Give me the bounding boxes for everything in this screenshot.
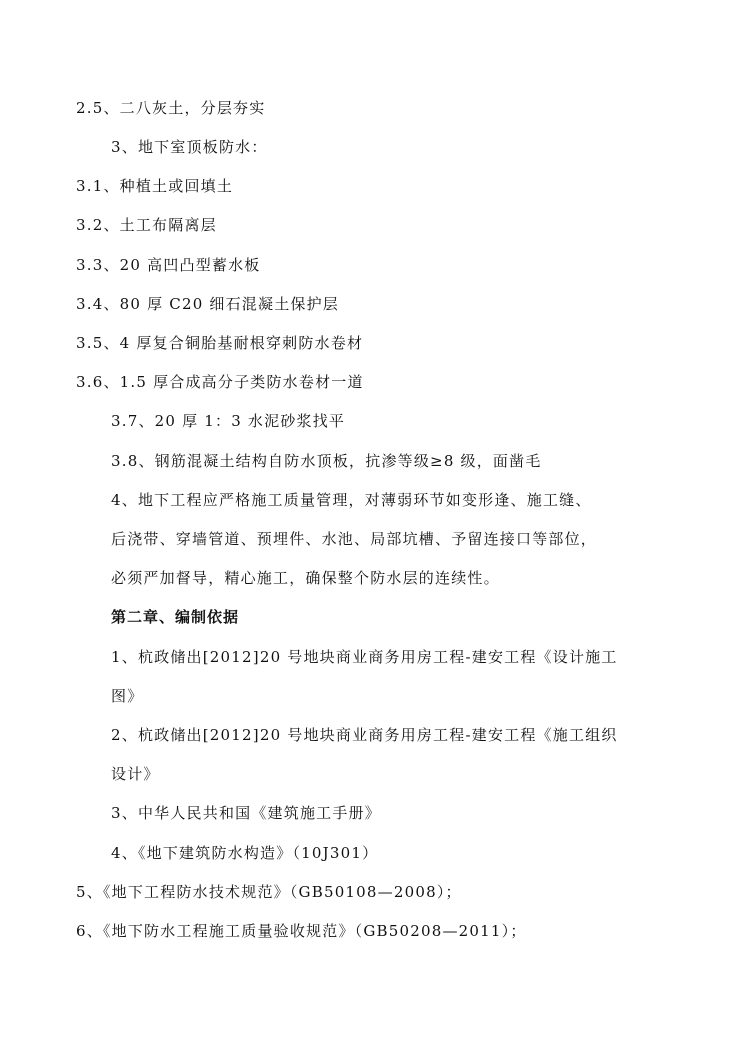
text-line-4-part1: 4、地下工程应严格施工质量管理，对薄弱环节如变形逢、施工缝、 [111,491,592,509]
basis-item-3: 3、中华人民共和国《建筑施工手册》 [111,804,381,822]
basis-item-6: 6、《地下防水工程施工质量验收规范》（GB50208—2011）； [76,922,527,940]
text-line-3-7: 3.7、20 厚 1：3 水泥砂浆找平 [111,412,346,430]
chapter-heading: 第二章、编制依据 [111,608,240,626]
text-line-3-1: 3.1、种植土或回填土 [76,177,234,195]
basis-item-5: 5、《地下工程防水技术规范》（GB50108—2008）； [76,883,462,901]
text-line-3-5: 3.5、4 厚复合铜胎基耐根穿刺防水卷材 [76,334,364,352]
text-line-3-3: 3.3、20 高凹凸型蓄水板 [76,256,261,274]
text-line-3-8: 3.8、钢筋混凝土结构自防水顶板，抗渗等级≥8 级，面凿毛 [111,452,542,470]
text-line-3-6: 3.6、1.5 厚合成高分子类防水卷材一道 [76,373,364,391]
basis-item-2-part1: 2、杭政储出[2012]20 号地块商业商务用房工程-建安工程《施工组织 [111,726,618,744]
basis-item-2-part2: 设计》 [111,765,160,783]
text-line-3-2: 3.2、土工布隔离层 [76,216,217,234]
basis-item-1-part1: 1、杭政储出[2012]20 号地块商业商务用房工程-建安工程《设计施工 [111,648,618,666]
text-line-4-part2: 后浇带、穿墙管道、预埋件、水池、局部坑槽、予留连接口等部位， [111,530,598,548]
text-line-4-part3: 必须严加督导，精心施工，确保整个防水层的连续性。 [111,569,500,587]
text-line-3-4: 3.4、80 厚 C20 细石混凝土保护层 [76,295,340,313]
basis-item-4: 4、《地下建筑防水构造》（10J301） [111,844,379,862]
text-line-3: 3、地下室顶板防水： [111,138,268,156]
text-line-2-5: 2.5、二八灰土，分层夯实 [76,99,266,117]
basis-item-1-part2: 图》 [111,687,144,705]
